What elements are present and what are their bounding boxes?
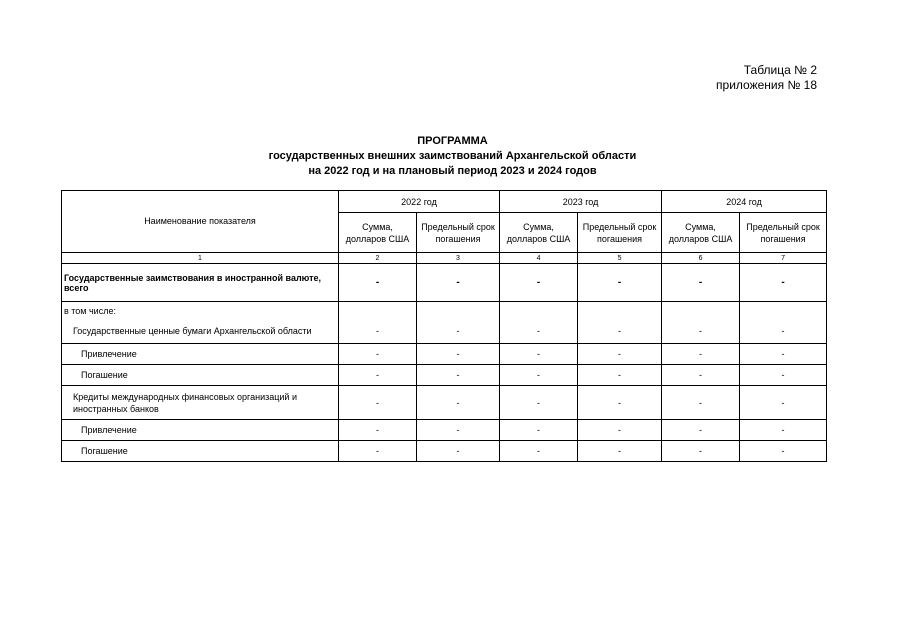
value-cell: - xyxy=(339,320,417,344)
value-cell: - xyxy=(740,264,827,302)
value-cell: - xyxy=(662,264,740,302)
column-number: 4 xyxy=(500,253,578,264)
value-cell: - xyxy=(740,441,827,462)
value-cell: - xyxy=(500,344,578,365)
sum-header: Сумма, долларов США xyxy=(500,213,578,253)
value-cell: - xyxy=(339,420,417,441)
row-label: Привлечение xyxy=(62,420,339,441)
title-line-3: на 2022 год и на плановый период 2023 и 2024 годов xyxy=(308,165,597,177)
year-header-2022: 2022 год xyxy=(339,191,500,213)
value-cell xyxy=(740,302,827,320)
value-cell xyxy=(417,302,500,320)
column-number: 7 xyxy=(740,253,827,264)
value-cell xyxy=(339,302,417,320)
value-cell: - xyxy=(339,344,417,365)
value-cell xyxy=(578,302,662,320)
value-cell: - xyxy=(417,386,500,420)
appendix-label: приложения № 18 xyxy=(716,78,817,92)
value-cell: - xyxy=(500,420,578,441)
row-label: Погашение xyxy=(62,365,339,386)
value-cell: - xyxy=(662,344,740,365)
table-number-label: Таблица № 2 xyxy=(743,63,817,77)
value-cell: - xyxy=(662,420,740,441)
value-cell: - xyxy=(662,365,740,386)
value-cell: - xyxy=(417,344,500,365)
value-cell: - xyxy=(417,420,500,441)
table-row-repayment xyxy=(62,441,827,462)
value-cell: - xyxy=(578,420,662,441)
value-cell: - xyxy=(578,264,662,302)
sum-header: Сумма, долларов США xyxy=(339,213,417,253)
value-cell: - xyxy=(578,386,662,420)
value-cell: - xyxy=(740,365,827,386)
deadline-header: Предельный срок погашения xyxy=(578,213,662,253)
value-cell: - xyxy=(578,365,662,386)
value-cell: - xyxy=(339,386,417,420)
value-cell: - xyxy=(339,365,417,386)
indicator-name-header: Наименование показателя xyxy=(62,191,339,253)
title-line-2: государственных внешних заимствований Архангельской области xyxy=(268,150,637,162)
value-cell: - xyxy=(578,320,662,344)
value-cell: - xyxy=(417,441,500,462)
row-label: Кредиты международных финансовых организаций и иностранных банков xyxy=(62,386,339,420)
column-number-row xyxy=(62,253,827,264)
title-line-1: ПРОГРАММА xyxy=(417,135,488,147)
column-number: 2 xyxy=(339,253,417,264)
year-header-2023: 2023 год xyxy=(500,191,662,213)
value-cell: - xyxy=(740,320,827,344)
value-cell: - xyxy=(500,365,578,386)
year-header-2024: 2024 год xyxy=(662,191,827,213)
value-cell: - xyxy=(578,441,662,462)
column-number: 5 xyxy=(578,253,662,264)
table-row-securities xyxy=(62,320,827,344)
value-cell: - xyxy=(500,320,578,344)
row-label: в том числе: xyxy=(62,302,339,320)
borrowing-program-table xyxy=(61,190,827,462)
table-caption-corner xyxy=(716,63,817,93)
value-cell: - xyxy=(417,320,500,344)
value-cell: - xyxy=(500,386,578,420)
table-row-attraction xyxy=(62,420,827,441)
deadline-header: Предельный срок погашения xyxy=(417,213,500,253)
column-number: 6 xyxy=(662,253,740,264)
value-cell: - xyxy=(339,264,417,302)
row-label: Государственные заимствования в иностранной валюте, всего xyxy=(62,264,339,302)
sum-header: Сумма, долларов США xyxy=(662,213,740,253)
value-cell: - xyxy=(417,264,500,302)
row-label: Погашение xyxy=(62,441,339,462)
document-title xyxy=(0,134,905,179)
table-row-credits xyxy=(62,386,827,420)
column-number: 1 xyxy=(62,253,339,264)
deadline-header: Предельный срок погашения xyxy=(740,213,827,253)
value-cell xyxy=(500,302,578,320)
value-cell: - xyxy=(662,441,740,462)
value-cell: - xyxy=(417,365,500,386)
value-cell: - xyxy=(578,344,662,365)
value-cell: - xyxy=(662,320,740,344)
table-row-attraction xyxy=(62,344,827,365)
value-cell: - xyxy=(500,441,578,462)
value-cell: - xyxy=(740,420,827,441)
header-row-years xyxy=(62,191,827,213)
row-label: Государственные ценные бумаги Архангельской области xyxy=(62,320,339,344)
table-row-including xyxy=(62,302,827,320)
table-row-total xyxy=(62,264,827,302)
value-cell: - xyxy=(500,264,578,302)
value-cell xyxy=(662,302,740,320)
column-number: 3 xyxy=(417,253,500,264)
table-row-repayment xyxy=(62,365,827,386)
value-cell: - xyxy=(662,386,740,420)
value-cell: - xyxy=(740,344,827,365)
row-label: Привлечение xyxy=(62,344,339,365)
value-cell: - xyxy=(339,441,417,462)
value-cell: - xyxy=(740,386,827,420)
